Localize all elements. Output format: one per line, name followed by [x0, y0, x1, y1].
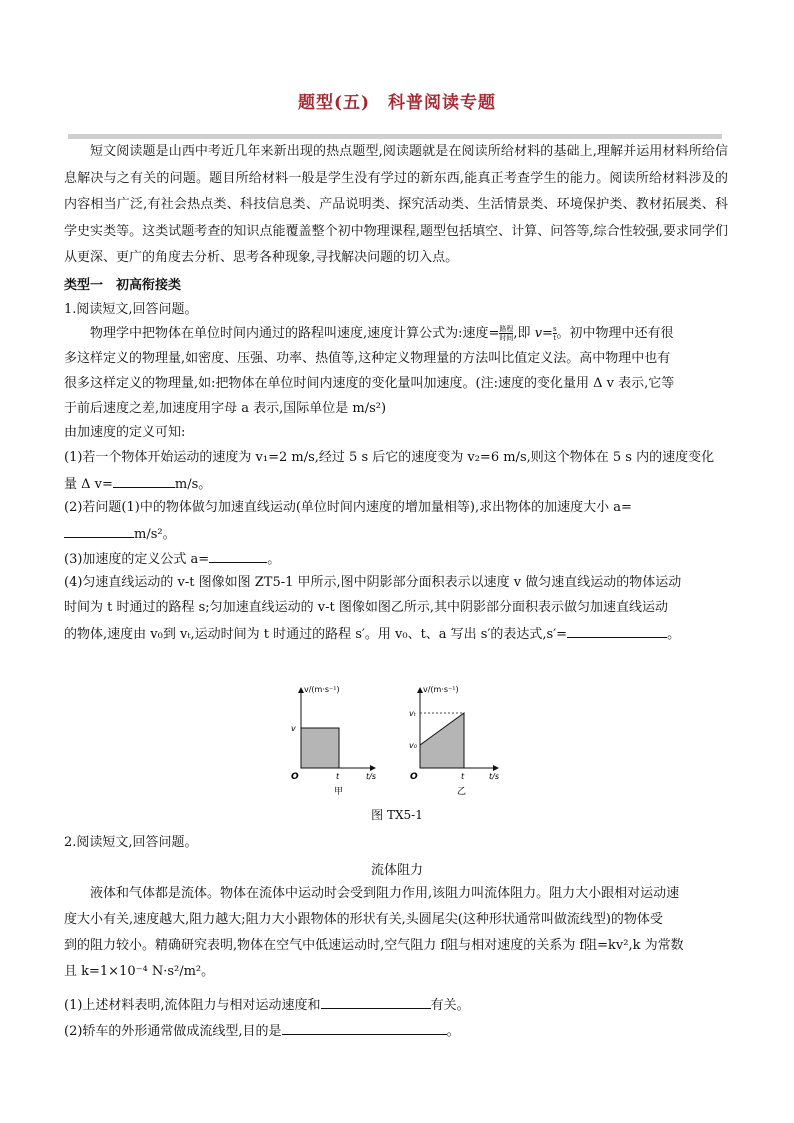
x-axis-label: t/s	[366, 772, 376, 781]
text-fragment: m/s²。	[134, 527, 176, 542]
text-fragment: (2)轿车的外形通常做成流线型,目的是	[64, 1024, 282, 1039]
q1-sub3	[64, 548, 728, 570]
shaded-area	[301, 728, 339, 768]
q2-title: 流体阻力	[370, 863, 423, 878]
origin-label: O	[410, 772, 418, 782]
q1-sub2-line-2	[64, 523, 728, 545]
text-fragment: ,即	[513, 326, 531, 341]
fraction-numerator: s	[552, 325, 557, 333]
y-axis-label: v/(m·s⁻¹)	[304, 685, 340, 694]
figure-caption: 图 TX5-1	[371, 808, 423, 822]
x-axis-label: t/s	[489, 772, 499, 781]
q1-stem: 1.阅读短文,回答问题。	[64, 302, 198, 317]
text-fragment: 。	[446, 1024, 460, 1039]
q1-sub4-line-2: 时间为 t 时通过的路程 s;匀加速直线运动的 v-t 图像如图乙所示,其中阴影部分面积表示做匀加速直线运动	[64, 600, 669, 615]
answer-blank[interactable]	[209, 548, 267, 563]
origin-label: O	[291, 772, 299, 782]
text-fragment: 物理学中把物体在单位时间内通过的路程叫速度,速度计算公式为:速度=	[90, 326, 500, 341]
q2-sub2	[64, 1020, 728, 1042]
text-fragment: 量 Δ v=	[64, 477, 113, 492]
q1-sub4-line-1: (4)匀速直线运动的 v-t 图像如图 ZT5-1 甲所示,图中阴影部分面积表示以速度 v 做匀速直线运动的物体运动	[64, 575, 682, 590]
text-fragment: =	[542, 326, 553, 341]
q1-paragraph-line-2: 多这样定义的物理量,如密度、压强、功率、热值等,这种定义物理量的方法叫比值定义法。高中物理中也有	[64, 351, 671, 366]
q2-stem: 2.阅读短文,回答问题。	[64, 835, 198, 850]
text-fragment: 。	[667, 627, 681, 642]
graph-uniform-motion	[291, 685, 376, 797]
q2-sub1	[64, 994, 728, 1016]
answer-blank[interactable]	[113, 473, 175, 488]
text-fragment: 。	[267, 552, 281, 567]
text-fragment: 的物体,速度由 v₀到 vₜ,运动时间为 t 时通过的路程 s′。用 v₀、t、a 写出 s′的表达式,s′=	[64, 627, 568, 642]
intro-paragraph: 短文阅读题是山西中考近几年来新出现的热点题型,阅读题就是在阅读所给材料的基础上,理解并运用材料所给信息解决与之有关的问题。题目所给材料一般是学生没有学过的新东西,能真正考查学生的能力。阅读所给材料涉及的内容相当广泛,有社会热点类、科技信息类、产品说明类、探究活动类、生活情景类、环境保护类、教材拓展类、科学史实类等。这类试题考查的知识点能覆盖整个初中物理课程,题型包括填空、计算、问答等,综合性较强,要求同学们从更深、更广的角度去分析、思考各种现象,寻找解决问题的切入点。	[64, 144, 728, 265]
vt-figure	[280, 680, 520, 800]
answer-blank[interactable]	[64, 523, 134, 538]
section-heading: 类型一 初高衔接类	[64, 278, 182, 293]
subfigure-label: 甲	[334, 787, 344, 797]
fraction-denominator: t	[553, 334, 557, 342]
text-fragment: (1)上述材料表明,流体阻力与相对运动速度和	[64, 998, 321, 1013]
t-label: t	[336, 772, 340, 781]
q1-lead-in: 由加速度的定义可知:	[64, 425, 186, 440]
q1-paragraph-line-1	[90, 324, 754, 344]
q2-paragraph-line-4: 且 k=1×10⁻⁴ N·s²/m²。	[64, 964, 215, 979]
fraction	[499, 325, 513, 342]
vt-label: vₜ	[409, 709, 417, 718]
q1-sub4-line-3	[64, 623, 728, 645]
q2-paragraph-line-3: 到的阻力较小。精确研究表明,物体在空气中低速运动时,空气阻力 f阻与相对速度的关系为 f阻=kv²,k 为常数	[64, 938, 684, 953]
q2-paragraph-line-1: 液体和气体都是流体。物体在流体中运动时会受到阻力作用,该阻力叫流体阻力。阻力大小跟相对运动速	[90, 886, 680, 901]
fraction-numerator: 路程	[499, 325, 514, 333]
answer-blank[interactable]	[321, 994, 431, 1009]
q1-sub1-line-1: (1)若一个物体开始运动的速度为 v₁=2 m/s,经过 5 s 后它的速度变为 v₂=6 m/s,则这个物体在 5 s 内的速度变化	[64, 450, 715, 465]
symbol-v: v	[534, 326, 543, 341]
text-fragment: m/s。	[174, 477, 212, 492]
answer-blank[interactable]	[282, 1020, 447, 1035]
subfigure-label: 乙	[457, 787, 467, 797]
q1-paragraph-line-4: 于前后速度之差,加速度用字母 a 表示,国际单位是 m/s²)	[64, 401, 387, 416]
graph-accelerated-motion	[409, 685, 499, 797]
q1-paragraph-line-3: 很多这样定义的物理量,如:把物体在单位时间内速度的变化量叫加速度。(注:速度的变化量用 Δ v 表示,它等	[64, 376, 675, 391]
v-label: v	[291, 724, 296, 733]
v0-label: v₀	[409, 741, 417, 750]
text-fragment: 有关。	[430, 998, 470, 1013]
q1-sub1-line-2	[64, 473, 728, 495]
text-fragment: (3)加速度的定义公式 a=	[64, 552, 210, 567]
page-title: 题型(五) 科普阅读专题	[297, 93, 497, 113]
y-axis-label: v/(m·s⁻¹)	[423, 685, 459, 694]
text-fragment: 。初中物理中还有很	[556, 326, 674, 341]
shaded-area	[420, 713, 464, 768]
t-label: t	[461, 772, 465, 781]
q2-paragraph-line-2: 度大小有关,速度越大,阻力越大;阻力大小跟物体的形状有关,头圆尾尖(这种形状通常叫做流线型)的物体受	[64, 912, 663, 927]
fraction-denominator: 时间	[499, 334, 514, 342]
q1-sub2-line-1: (2)若问题(1)中的物体做匀加速直线运动(单位时间内速度的增加量相等),求出物体的加速度大小 a=	[64, 500, 632, 515]
answer-blank[interactable]	[567, 623, 667, 638]
